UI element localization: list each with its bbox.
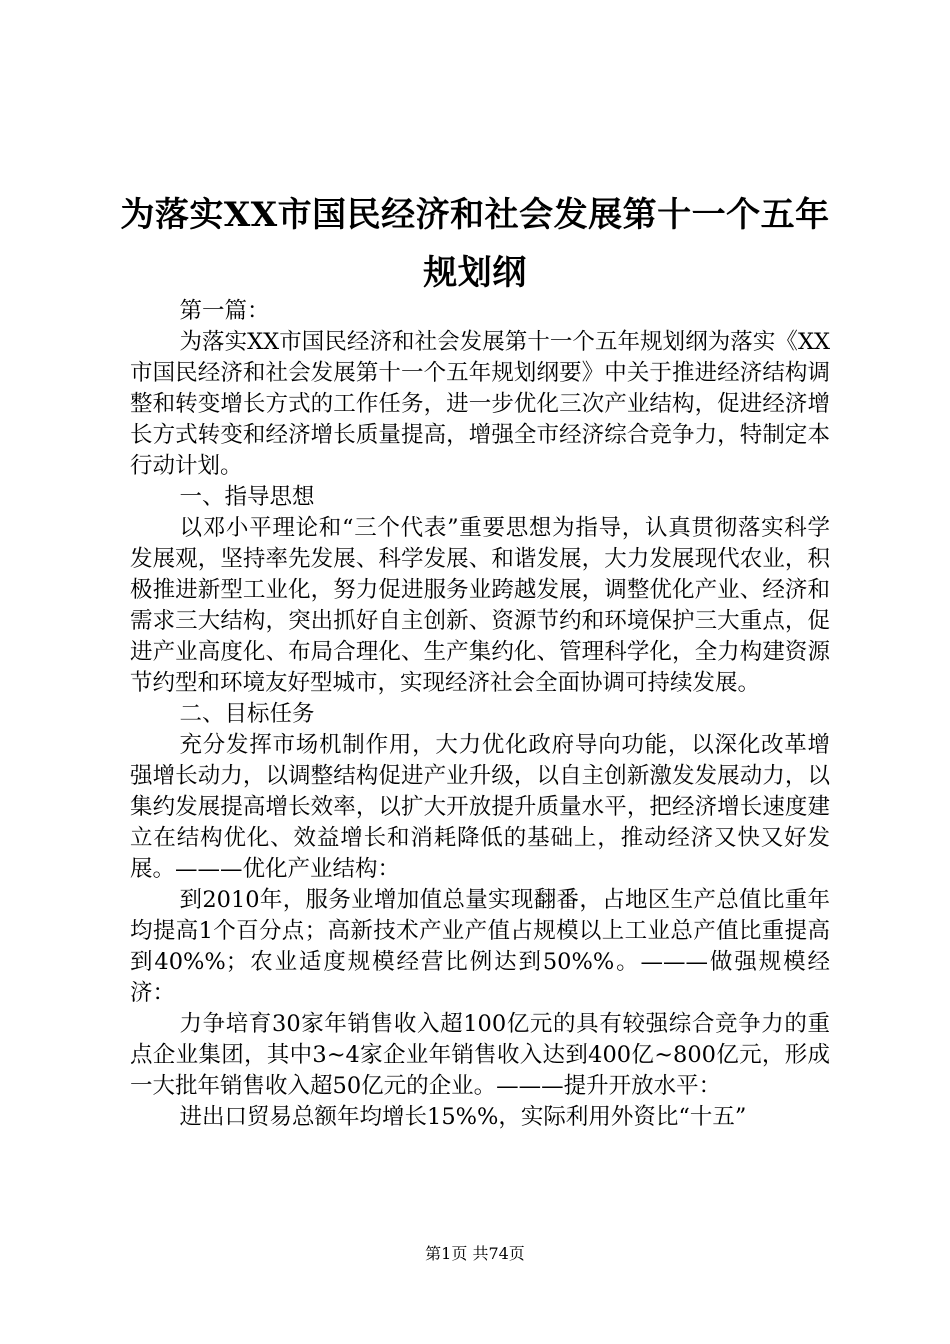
body-paragraph: 到2010年，服务业增加值总量实现翻番，占地区生产总值比重年均提高1个百分点；高新技术产业产值占规模以上工业总产值比重提高到40%%；农业适度规模经营比例达到50%%。———做强规模经济： bbox=[130, 887, 830, 1006]
body-paragraph: 为落实XX市国民经济和社会发展第十一个五年规划纲为落实《XX市国民经济和社会发展第十一个五年规划纲要》中关于推进经济结构调整和转变增长方式的工作任务，进一步优化三次产业结构，促进经济增长方式转变和经济增长质量提高，增强全市经济综合竞争力，特制定本行动计划。 bbox=[130, 329, 830, 479]
section-heading: 第一篇： bbox=[179, 298, 270, 324]
body-paragraph: 力争培育30家年销售收入超100亿元的具有较强综合竞争力的重点企业集团，其中3~4家企业年销售收入达到400亿~800亿元，形成一大批年销售收入超50亿元的企业。———提升开放水平： bbox=[130, 1011, 830, 1099]
body-paragraph: 充分发挥市场机制作用，大力优化政府导向功能，以深化改革增强增长动力，以调整结构促进产业升级，以自主创新激发发展动力，以集约发展提高增长效率，以扩大开放提升质量水平，把经济增长速度建立在结构优化、效益增长和消耗降低的基础上，推动经济又快又好发展。———优化产业结构： bbox=[130, 732, 830, 882]
document-body bbox=[130, 296, 830, 1133]
body-paragraph: 以邓小平理论和“三个代表”重要思想为指导，认真贯彻落实科学发展观，坚持率先发展、科学发展、和谐发展，大力发展现代农业，积极推进新型工业化，努力促进服务业跨越发展，调整优化产业、经济和需求三大结构，突出抓好自主创新、资源节约和环境保护三大重点，促进产业高度化、布局合理化、生产集约化、管理科学化，全力构建资源节约型和环境友好型城市，实现经济社会全面协调可持续发展。 bbox=[130, 515, 830, 696]
page-number-footer: 第1页 共74页 bbox=[425, 1244, 525, 1263]
section-heading: 一、指导思想 bbox=[179, 484, 315, 510]
document-title: 为落实XX市国民经济和社会发展第十一个五年规划纲 bbox=[120, 195, 830, 293]
body-paragraph: 进出口贸易总额年均增长15%%，实际利用外资比“十五” bbox=[179, 1104, 747, 1130]
section-heading: 二、目标任务 bbox=[179, 701, 315, 727]
